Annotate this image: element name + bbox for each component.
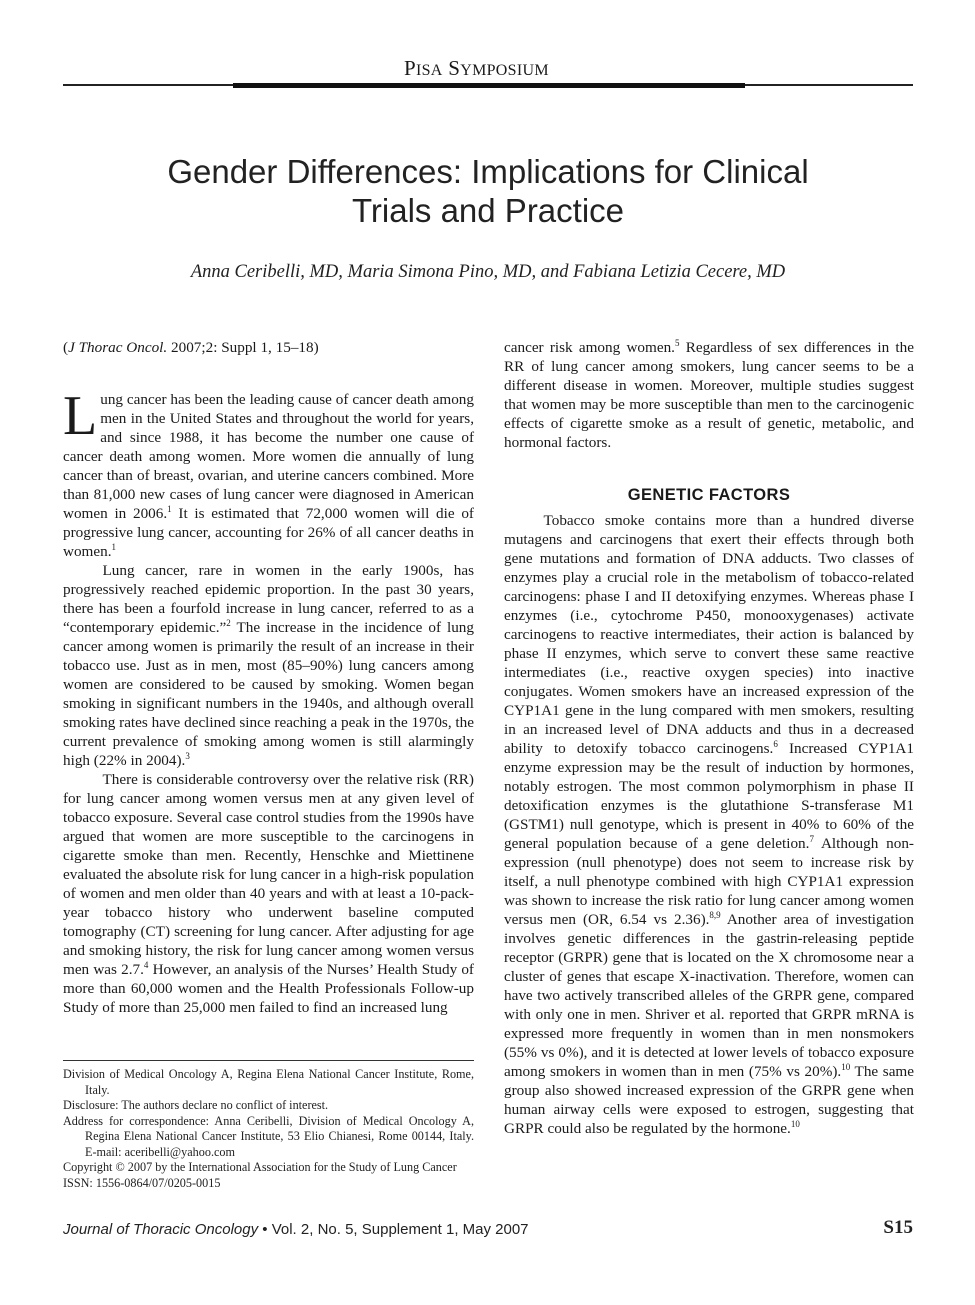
text-run: ung cancer has been the leading cause of cancer death among men in the United States and throughout the world for years, and since 1988, it has become the number one cause of cancer death among women. More women die annually of lung cancer than of breast, ovarian, and uterine cancers combined. More than 81,000 new cases of lung cancer were diagnosed in American women in 2006. bbox=[63, 391, 474, 522]
text-run: The increase in the incidence of lung cancer among women is primarily the result of an increase in their tobacco use. Just as in men, most (85–90%) lung cancers among women are considered to be caused by smoking. Women began smoking in significant numbers in the 1940s, and although overall smoking rates have declined since reaching a peak in the 1970s, the current prevalence of smoking among women is still alarmingly high (22% in 2004). bbox=[63, 619, 474, 769]
reference-marker: 8,9 bbox=[709, 909, 721, 920]
footer-journal-info bbox=[63, 1221, 529, 1238]
footer-issue: Vol. 2, No. 5, Supplement 1, May 2007 bbox=[271, 1221, 529, 1238]
footnote-address: Address for correspondence: Anna Ceribelli, Division of Medical Oncology A, Regina Elena National Cancer Institute, 53 Elio Chianesi, Rome 00144, Italy. E-mail: aceribelli@yahoo.com bbox=[63, 1113, 474, 1159]
text-run: There is considerable controversy over the relative risk (RR) for lung cancer among women versus men at any given level of tobacco exposure. Several case control studies from the 1990s have argued that women are more susceptible to the carcinogens in cigarette smoke than men. Recently, Henschke and Miettinene evaluated the absolute risk for lung cancer in a high-risk population of women and men older than 40 years and with at least a 10-pack-year tobacco history who underwent baseline computed tomography (CT) screening for lung cancer. After adjusting for age and smoking history, the risk for lung cancer among women versus men was 2.7. bbox=[63, 771, 474, 978]
citation-journal: J Thorac Oncol. bbox=[68, 339, 168, 356]
footnotes bbox=[63, 1060, 474, 1191]
footer-bullet: • bbox=[258, 1221, 272, 1238]
title-line-2: Trials and Practice bbox=[351, 192, 625, 229]
title-line-1: Gender Differences: Implications for Clinical bbox=[167, 153, 809, 190]
reference-marker: 5 bbox=[674, 337, 680, 348]
section-word-2: YMPOSIUM bbox=[460, 62, 549, 79]
reference-marker: 10 bbox=[790, 1118, 800, 1129]
article-title bbox=[63, 152, 913, 230]
section-word-1: ISA bbox=[415, 62, 443, 79]
text-run: It is estimated that 72,000 women will die of progressive lung cancer, accounting for 26% of all cancer deaths in women. bbox=[63, 505, 474, 560]
right-column bbox=[504, 338, 914, 1138]
reference-marker: 1 bbox=[167, 503, 172, 514]
paragraph-relative-risk bbox=[63, 770, 474, 1017]
paragraph-epidemic bbox=[63, 561, 474, 770]
paragraph-intro bbox=[63, 385, 474, 561]
reference-marker: 3 bbox=[185, 750, 190, 761]
footer-journal-name: Journal of Thoracic Oncology bbox=[63, 1221, 259, 1238]
page-number: S15 bbox=[883, 1217, 913, 1238]
reference-marker: 4 bbox=[143, 959, 149, 970]
reference-marker: 2 bbox=[226, 617, 231, 628]
author-list: Anna Ceribelli, MD, Maria Simona Pino, MD, and Fabiana Letizia Cecere, MD bbox=[190, 262, 786, 282]
header-rule-accent bbox=[233, 83, 745, 88]
text-run: Regardless of sex differences in the RR of lung cancer among smokers, lung cancer seems to be a different disease in women. Moreover, multiple studies suggest that women may be more susceptible than men to the carcinogenic effects of cigarette smoke as a result of genetic, metabolic, and hormonal factors. bbox=[504, 339, 914, 451]
left-column bbox=[63, 338, 474, 1017]
drop-cap: L bbox=[63, 385, 98, 447]
reference-marker: 6 bbox=[773, 738, 778, 749]
text-run: Another area of investigation involves genetic differences in the gastrin-releasing peptide receptor (GRPR) gene that is located on the X chromosome near a cluster of genes that escape X-inactivation. Therefore, women can have two actively transcribed alleles of the GRPR gene, compared with only one in men. Shriver et al. reported that GRPR mRNA is expressed more frequently in women than in men nonsmokers (55% vs 0%), and it is detected at lower levels of tobacco exposure among smokers in women than in men (75% vs 20%). bbox=[504, 911, 914, 1080]
section-initial-2: S bbox=[448, 56, 461, 80]
paragraph-genetic-factors bbox=[504, 511, 914, 1138]
text-run: However, an analysis of the Nurses’ Health Study of more than 60,000 women and the Health Professionals Follow-up Study of more than 25,000 men failed to find an increased lung bbox=[63, 961, 474, 1016]
text-run: cancer risk among women. bbox=[504, 339, 675, 356]
citation bbox=[63, 338, 474, 357]
running-header-section bbox=[404, 56, 549, 81]
citation-open: ( bbox=[63, 339, 69, 356]
reference-marker: 7 bbox=[809, 833, 814, 844]
section-initial-1: P bbox=[404, 56, 416, 80]
footnote-disclosure: Disclosure: The authors declare no conflict of interest. bbox=[63, 1098, 329, 1112]
reference-marker: 10 bbox=[841, 1061, 851, 1072]
text-run: Increased CYP1A1 enzyme expression may be the result of induction by hormones, notably estrogen. The most common polymorphism in phase II detoxification enzymes is the glutathione S-transferase M1 (GSTM1) null genotype, which is present in 40% to 60% of the general population because of a gene deletion. bbox=[504, 740, 914, 852]
section-heading-genetic-factors: GENETIC FACTORS bbox=[627, 486, 791, 504]
text-run: Tobacco smoke contains more than a hundred diverse mutagens and carcinogens that exert their effects through both gene mutations and formation of DNA adducts. Two classes of enzymes play a crucial role in the metabolism of tobacco-related carcinogens: phase I and II detoxifying enzymes. Whereas phase I enzymes (i.e., cytochrome P450, monooxygenases) activate carcinogens to reactive intermediates, their action is balanced by phase II enzymes, which serve to convert these same reactive intermediates (i.e., reactive oxygen species) into inactive conjugates. Women smokers have an increased expression of the CYP1A1 gene in the lung compared with men smokers, resulting in an increased level of DNA adducts and thus in a decreased ability to detoxify tobacco carcinogens. bbox=[504, 512, 914, 757]
citation-details: 2007;2: Suppl 1, 15–18) bbox=[167, 339, 319, 356]
footnote-copyright: Copyright © 2007 by the International Association for the Study of Lung Cancer bbox=[63, 1160, 457, 1174]
text-run: Lung cancer, rare in women in the early 1900s, has progressively reached epidemic proportion. In the past 30 years, there has been a fourfold increase in lung cancer, referred to as a “contemporary epidemic.” bbox=[63, 562, 474, 636]
text-run: Although non-expression (null phenotype) does not seem to increase risk by itself, a null phenotype combined with high CYP1A1 expression was shown to increase the risk ratio for lung cancer among women versus men (OR, 6.54 vs 2.36). bbox=[504, 835, 914, 928]
text-run: The same group also showed increased expression of the GRPR gene when human airway cells were exposed to estrogen, suggesting that GRPR could also be regulated by the hormone. bbox=[504, 1063, 914, 1137]
footnote-affiliation: Division of Medical Oncology A, Regina Elena National Cancer Institute, Rome, Italy. bbox=[63, 1067, 474, 1097]
reference-marker: 1 bbox=[111, 541, 117, 552]
paragraph-continued bbox=[504, 338, 914, 452]
footnote-issn: ISSN: 1556-0864/07/0205-0015 bbox=[63, 1175, 221, 1190]
